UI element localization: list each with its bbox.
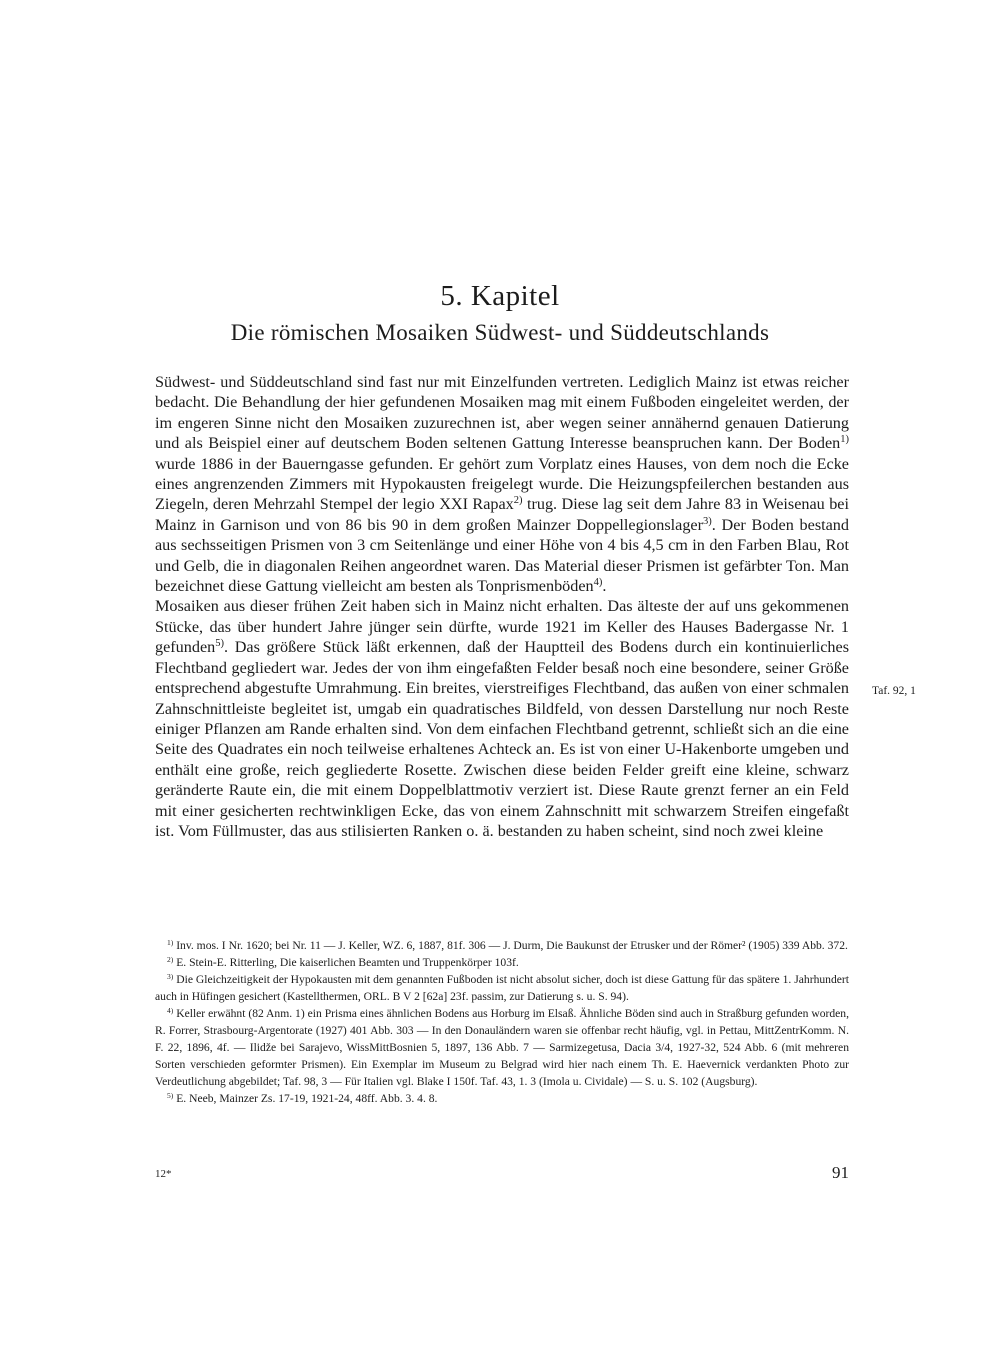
- footnote-1: [155, 937, 849, 954]
- footnote-text: E. Neeb, Mainzer Zs. 17-19, 1921-24, 48ff. Abb. 3. 4. 8.: [176, 1092, 438, 1105]
- text-segment: Mosaiken aus dieser frühen Zeit haben sich in Mainz nicht erhalten. Das älteste der auf uns gekommenen Stücke, das über hundert Jahre jünger sein dürfte, wurde 1921 im Keller des Hauses Badergasse Nr. 1 gefunden: [155, 597, 849, 657]
- footnote-text: Keller erwähnt (82 Anm. 1) ein Prisma eines ähnlichen Bodens aus Horburg im Elsaß. Ähnliche Böden sind auch in Straßburg gefunden worden, R. Forrer, Strasbourg-Argentorate (1927) 401 Abb. 303 — In den Donauländern waren sie offenbar recht häufig, vgl. in Pettau, MittZentrKomm. N. F. 22, 1896, 4f. — Ilidže bei Sarajevo, WissMittBosnien 5, 1897, 136 Abb. 7 — Sarmizegetusa, Dacia 3/4, 1927-32, 524 Abb. 6 (mit mehreren Sorten verschieden geformter Prismen). Ein Exemplar im Museum zu Belgrad wird hier nach einem Th. E. Haevernick verdankten Photo zur Verdeutlichung abgebildet; Taf. 98, 3 — Für Italien vgl. Blake I 150f. Taf. 43, 1. 3 (Imola u. Cividale) — S. u. S. 102 (Augsburg).: [155, 1007, 849, 1088]
- footnote-marker: 1): [167, 937, 174, 947]
- footnotes: [155, 937, 849, 1107]
- footnote-ref-5: 5): [215, 638, 224, 650]
- chapter-number: 5. Kapitel: [440, 280, 560, 312]
- margin-note-plate-ref: Taf. 92, 1: [872, 685, 916, 697]
- text-segment: trug. Diese lag seit dem Jahre 83 in Weisenau bei Mainz in Garnison und von 86 bis 90 in dem großen Mainzer Doppellegionslager: [155, 495, 849, 534]
- footnote-ref-4: 4): [593, 577, 603, 589]
- footnote-ref-3: 3): [703, 516, 712, 528]
- footnote-5: [155, 1090, 849, 1107]
- paragraph-2: [155, 596, 849, 841]
- page-number: 91: [832, 1163, 849, 1182]
- text-segment: wurde 1886 in der Bauerngasse gefunden. Er gehört zum Vorplatz eines Hauses, von dem noch die Ecke eines angrenzenden Zimmers mit Hypokausten freigelegt wurde. Die Heizungspfeilerchen bestanden aus Ziegeln, deren Mehrzahl Stempel der legio XXI Rapax: [155, 454, 849, 514]
- footnote-2: [155, 954, 849, 971]
- footnote-marker: 3): [167, 971, 174, 981]
- footnote-ref-1: 1): [840, 434, 849, 446]
- text-segment: Südwest- und Süddeutschland sind fast nur mit Einzelfunden vertreten. Lediglich Mainz ist etwas reicher bedacht. Die Behandlung der hier gefundenen Mosaiken mag mit einem Fußboden eingeleitet werden, der im engeren Sinne nicht den Mosaiken zuzurechnen ist, aber wegen seiner annähernd genauen Datierung und als Beispiel einer auf deutschem Boden seltenen Gattung Interesse beanspruchen kann. Der Boden: [155, 373, 849, 453]
- footnote-marker: 4): [167, 1005, 174, 1015]
- footnote-3: [155, 971, 849, 1005]
- text-segment: .: [602, 577, 607, 596]
- footnote-4: [155, 1005, 849, 1090]
- footnote-ref-2: 2): [513, 495, 523, 507]
- sheet-signature: 12*: [155, 1168, 172, 1180]
- footnote-text: E. Stein-E. Ritterling, Die kaiserlichen Beamten und Truppenkörper 103f.: [176, 956, 519, 969]
- text-segment: . Das größere Stück läßt erkennen, daß der Hauptteil des Bodens durch ein kontinuierliches Flechtband gegliedert war. Jedes der von ihm eingefaßten Felder besaß noch eine besondere, seiner Größe entsprechend abgestufte Umrahmung. Ein breites, vierstreifiges Flechtband, das außen von einer schmalen Zahnschnittleiste begleitet ist, umgab ein quadratisches Bildfeld, von dessen Darstellung nur noch Reste einiger Pflanzen am Rande erhalten sind. Von dem einfachen Flechtband getrennt, schließt sich an die eine Seite des Quadrates ein noch teilweise erhaltenes Achteck an. Es ist von einer U-Hakenborte umgeben und enthält eine große, reich gegliederte Rosette. Zwischen diese beiden Felder greift eine kleine, schwarz geränderte Raute ein, die mit einem Doppelblattmotiv verziert ist. Diese Raute grenzt ferner an ein Feld mit einer gesicherten rechtwinkligen Ecke, das von einem Zahnschnitt mit schwarzem Streifen eingefaßt ist. Vom Füllmuster, das aus stilisierten Ranken o. ä. bestanden zu haben scheint, sind noch zwei kleine: [155, 638, 849, 840]
- footnote-marker: 5): [167, 1090, 174, 1100]
- chapter-title: Die römischen Mosaiken Südwest- und Süddeutschlands: [230, 320, 770, 345]
- footnote-marker: 2): [167, 954, 174, 964]
- text-segment: . Der Boden bestand aus sechsseitigen Prismen von 3 cm Seitenlänge und einer Höhe von 4 bis 4,5 cm in den Farben Blau, Rot und Gelb, die in diagonalen Reihen angeordnet waren. Das Material dieser Prismen ist gefärbter Ton. Man bezeichnet diese Gattung vielleicht am besten als Tonprismenböden: [155, 515, 849, 596]
- body-text: [155, 372, 849, 841]
- footnote-text: Die Gleichzeitigkeit der Hypokausten mit dem genannten Fußboden ist nicht absolut sicher, doch ist diese Gattung für das spätere 1. Jahrhundert auch in Hüfingen gesichert (Kastellthermen, ORL. B V 2 [62a] 23f. passim, zur Datierung s. u. S. 94).: [155, 973, 849, 1003]
- paragraph-1: [155, 372, 849, 596]
- footnote-text: Inv. mos. I Nr. 1620; bei Nr. 11 — J. Keller, WZ. 6, 1887, 81f. 306 — J. Durm, Die Baukunst der Etrusker und der Römer² (1905) 339 Abb. 372.: [176, 939, 848, 952]
